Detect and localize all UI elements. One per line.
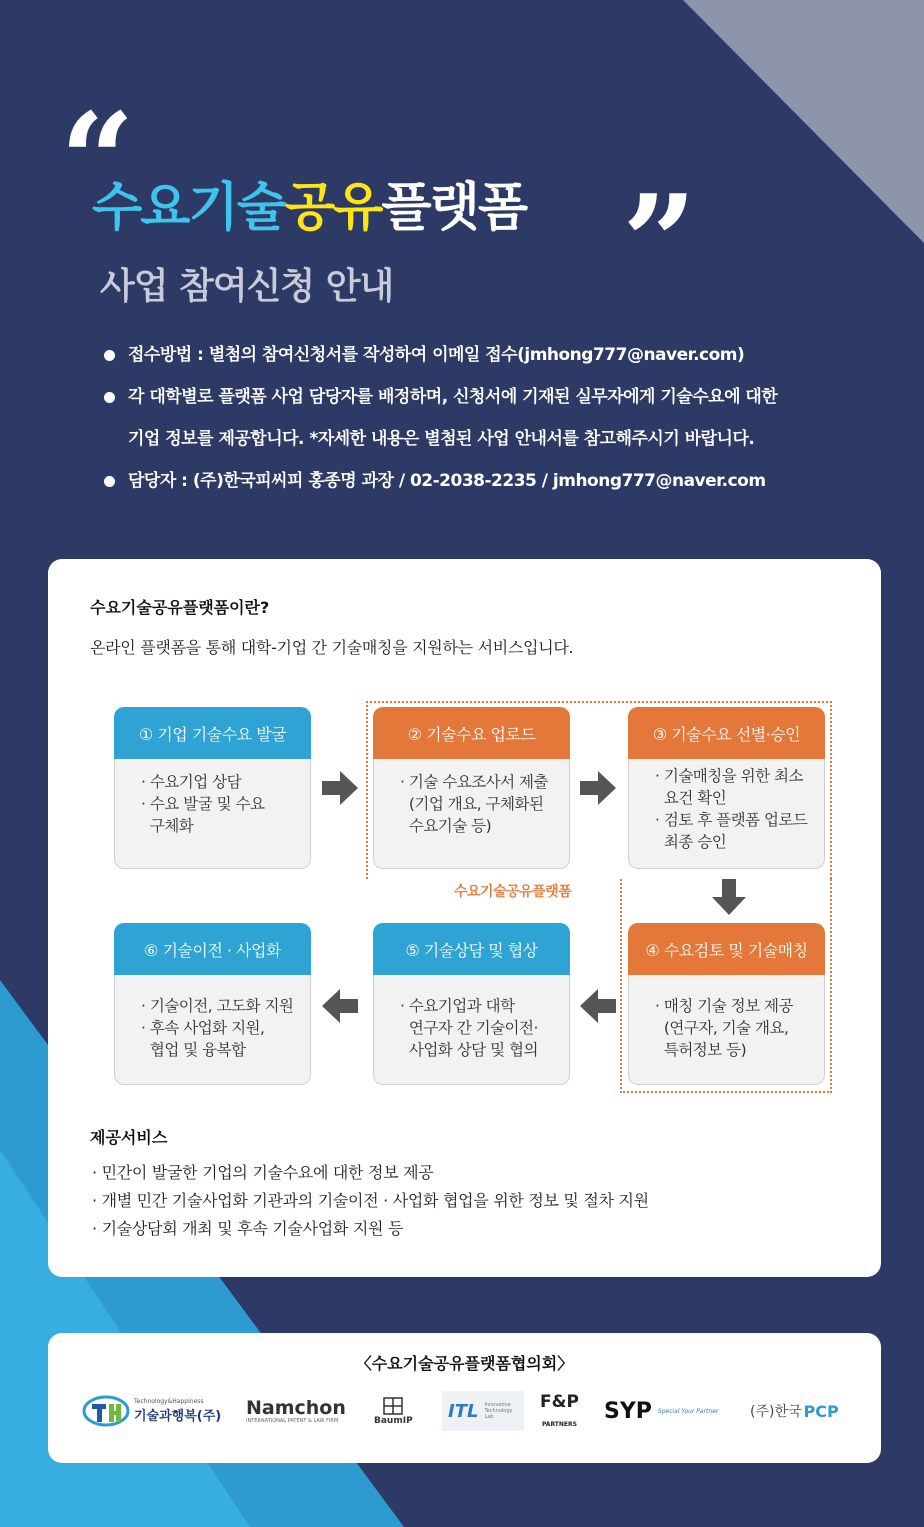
page-title (92, 165, 526, 240)
step-line: · 수요기업과 대학 (400, 997, 515, 1015)
title-part-2: 공유 (284, 178, 382, 238)
step-line: · 매칭 기술 정보 제공 (655, 997, 793, 1015)
step-line: · 후속 사업화 지원, (141, 1019, 265, 1037)
step-line: · 검토 후 플랫폼 업로드 (655, 811, 808, 829)
step-1-title: ① 기업 기술수요 발굴 (114, 707, 311, 759)
fp-sub: PARTNERS (541, 1420, 577, 1428)
step-2-body (373, 759, 570, 869)
tnh-name: 기술과행복(주) (134, 1409, 222, 1424)
step-line: 최종 승인 (655, 833, 727, 851)
step-line: 요건 확인 (655, 789, 727, 807)
quote-open-mark: “ (60, 84, 135, 237)
step-1 (114, 707, 311, 869)
step-line: 구체화 (141, 817, 194, 835)
logo-kpcp (750, 1391, 839, 1431)
bullet-text-continued: 기업 정보를 제공합니다. *자세한 내용은 별첨된 사업 안내서를 참고해주시기 바랍니다. (128, 429, 755, 449)
step-2-title: ② 기술수요 업로드 (373, 707, 570, 759)
step-3-title: ③ 기술수요 선별·승인 (628, 707, 825, 759)
step-line: (기업 개요, 구체화된 (400, 795, 544, 813)
arrow-left-icon (322, 989, 358, 1023)
quote-close-mark: ” (622, 166, 697, 319)
step-3 (628, 707, 825, 869)
arrow-down-icon (712, 879, 746, 915)
step-1-body (114, 759, 311, 869)
services-list (92, 1159, 649, 1243)
logo-fp (540, 1391, 579, 1431)
step-line: 수요기술 등) (400, 817, 492, 835)
title-part-1: 수요기술 (92, 178, 285, 238)
tnh-logo-icon (82, 1394, 130, 1428)
tnh-small-text: Technology&Happiness (134, 1398, 204, 1405)
step-line: 협업 및 융복합 (141, 1041, 246, 1059)
step-line: 사업화 상담 및 협의 (400, 1041, 538, 1059)
info-bullets (102, 342, 892, 510)
baumip-name: BaumIP (374, 1416, 413, 1426)
step-5-title: ⑤ 기술상담 및 협상 (373, 923, 570, 975)
step-3-body (628, 759, 825, 869)
intro-description: 온라인 플랫폼을 통해 대학-기업 간 기술매칭을 지원하는 서비스입니다. (90, 638, 574, 657)
arrow-left-icon (580, 989, 616, 1023)
services-title: 제공서비스 (90, 1128, 168, 1147)
bullet-text: 각 대학별로 플랫폼 사업 담당자를 배정하며, 신청서에 기재된 실무자에게 기술수요에 대한 (128, 387, 778, 407)
kpcp-prefix: (주)한국 (750, 1404, 802, 1420)
step-2 (373, 707, 570, 869)
step-6-body (114, 975, 311, 1085)
baumip-logo-icon (382, 1396, 404, 1416)
info-card (48, 559, 881, 1277)
logo-itl (442, 1391, 524, 1431)
arrow-right-icon (322, 771, 358, 805)
page-subtitle: 사업 참여신청 안내 (100, 266, 394, 307)
itl-sub: Innovative Technology Lab (484, 1402, 513, 1420)
syp-sub: Special Your Partner (657, 1407, 719, 1415)
bullet-contact (102, 468, 892, 494)
arrow-right-icon (580, 771, 616, 805)
itl-name: ITL (448, 1400, 479, 1422)
step-6 (114, 923, 311, 1085)
step-5-body (373, 975, 570, 1085)
logo-syp (604, 1391, 718, 1431)
step-line: · 기술매칭을 위한 최소 (655, 767, 803, 785)
logo-tnh (82, 1391, 221, 1431)
service-item: · 개별 민간 기술사업화 기관과의 기술이전 · 사업화 협업을 위한 정보 및 절차 지원 (92, 1191, 649, 1210)
title-part-3: 플랫폼 (381, 178, 527, 238)
step-6-title: ⑥ 기술이전 · 사업화 (114, 923, 311, 975)
step-line: (연구자, 기술 개요, (655, 1019, 789, 1037)
namchon-name: Namchon (246, 1397, 346, 1419)
syp-name: SYP (604, 1398, 652, 1424)
bullet-text: 접수방법 : 별첨의 참여신청서를 작성하여 이메일 접수(jmhong777@naver.com) (128, 345, 745, 365)
step-4 (628, 923, 825, 1085)
logo-namchon (246, 1391, 346, 1431)
intro-title: 수요기술공유플랫폼이란? (90, 598, 270, 617)
step-line: · 수요기업 상담 (141, 773, 242, 791)
fp-name: F&P (540, 1391, 579, 1412)
namchon-sub: INTERNATIONAL PATENT & LAW FIRM (246, 1418, 339, 1424)
step-5 (373, 923, 570, 1085)
step-line: · 수요 발굴 및 수요 (141, 795, 265, 813)
service-item: · 민간이 발굴한 기업의 기술수요에 대한 정보 제공 (92, 1163, 434, 1182)
council-title: 〈수요기술공유플랫폼협의회〉 (355, 1354, 574, 1373)
bullet-method (102, 342, 892, 368)
bullet-text: 담당자 : (주)한국피씨피 홍종명 과장 / 02-2038-2235 / jmhong777@naver.com (128, 471, 766, 491)
step-line: 연구자 간 기술이전· (400, 1019, 538, 1037)
council-card (48, 1333, 881, 1463)
step-4-title: ④ 수요검토 및 기술매칭 (628, 923, 825, 975)
step-line: 특허정보 등) (655, 1041, 747, 1059)
step-line: · 기술 수요조사서 제출 (400, 773, 548, 791)
bullet-assignment (102, 384, 892, 452)
platform-label: 수요기술공유플랫폼 (454, 884, 572, 900)
step-line: · 기술이전, 고도화 지원 (141, 997, 294, 1015)
logo-baumip (374, 1391, 413, 1431)
service-item: · 기술상담회 개최 및 후속 기술사업화 지원 등 (92, 1219, 404, 1238)
step-4-body (628, 975, 825, 1085)
kpcp-name: PCP (803, 1401, 839, 1421)
